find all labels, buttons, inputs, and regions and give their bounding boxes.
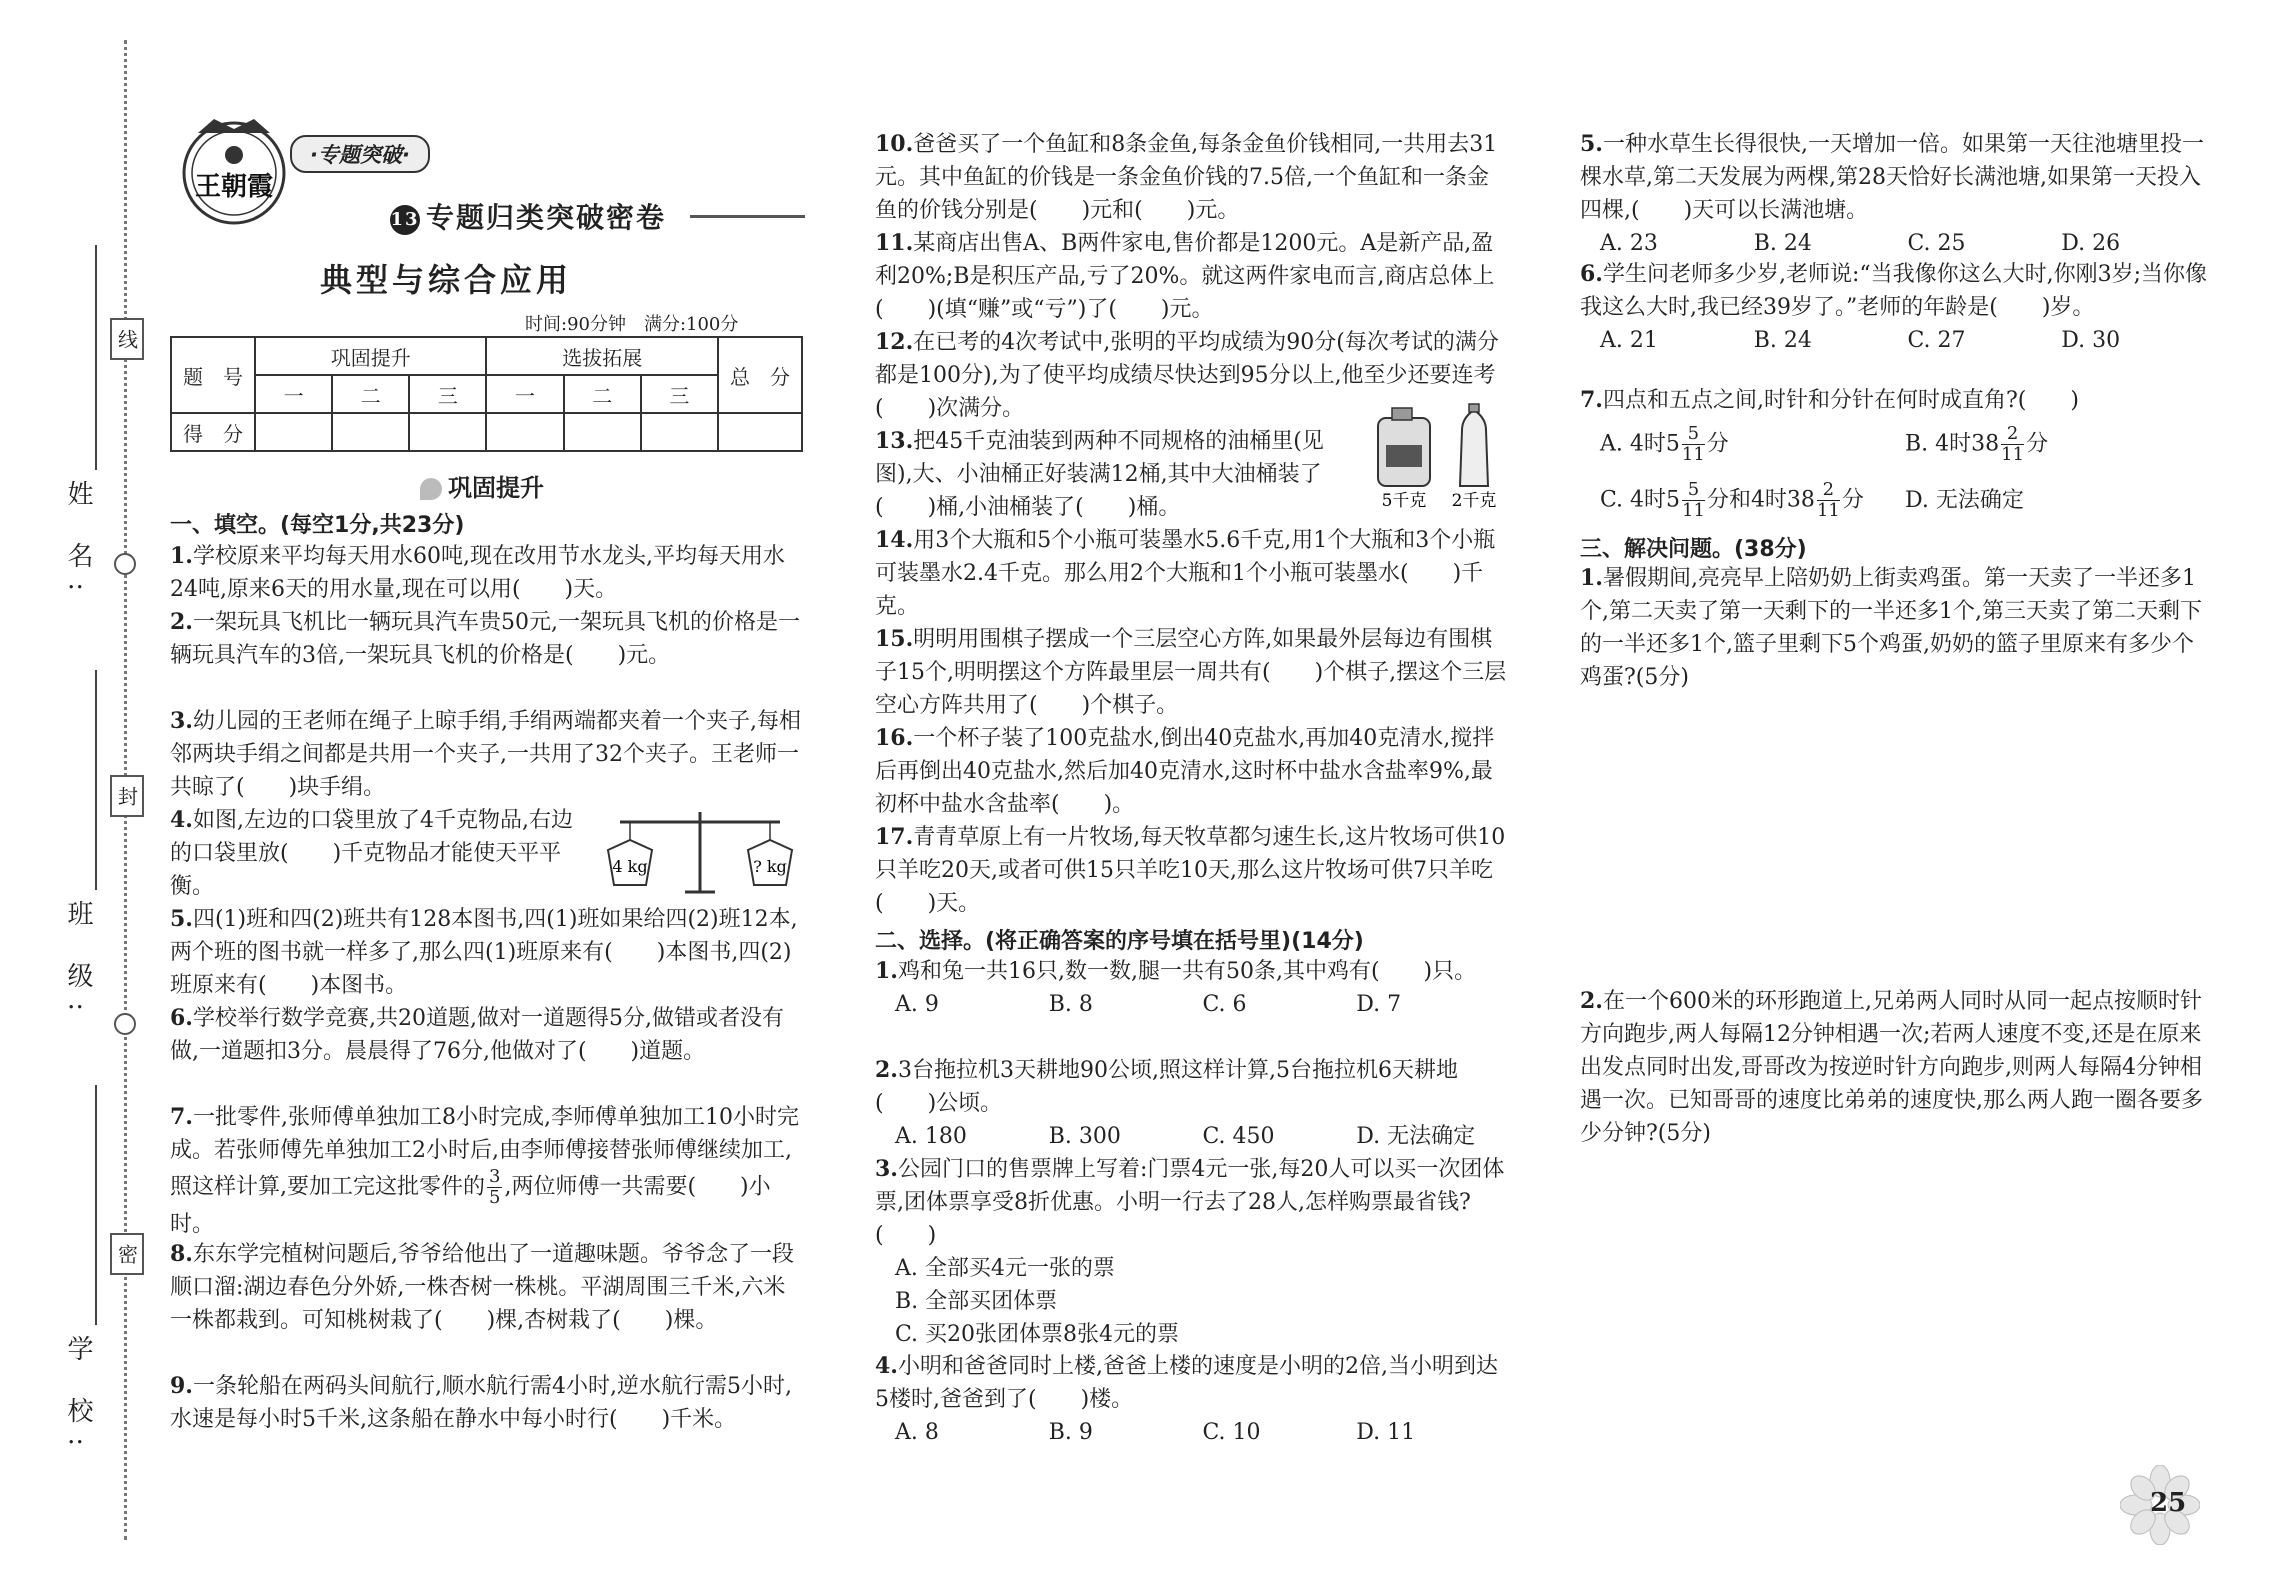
question-text: 爸爸买了一个鱼缸和8条金鱼,每条金鱼价钱相同,一共用去31元。其中鱼缸的价钱是一条金鱼价钱的7.5倍,一个鱼缸和一条金鱼的价钱分别是( )元和( )元。 <box>875 132 1498 223</box>
score-table <box>170 336 803 452</box>
option-c[interactable]: C. 25 <box>1907 231 1966 256</box>
question-number: 12. <box>875 329 914 355</box>
option-c[interactable]: C. 27 <box>1907 328 1966 353</box>
section-banner <box>420 468 544 503</box>
option-text: 分 <box>1841 487 1864 513</box>
section-fill: 一、填空。(每空1分,共23分) <box>170 513 465 538</box>
question-13 <box>875 425 1355 524</box>
question-number: 5. <box>1580 131 1603 157</box>
option-a[interactable]: A. 180 <box>895 1124 967 1149</box>
option-b[interactable]: B. 24 <box>1753 231 1812 256</box>
question-number: 8. <box>170 1241 193 1267</box>
fraction-numerator: 2 <box>1817 480 1840 501</box>
option-d[interactable]: D. 26 <box>2061 231 2121 256</box>
options <box>875 1120 1510 1153</box>
sub-header: 二 <box>564 375 641 413</box>
question-number: 11. <box>875 230 914 256</box>
question-text: 四点和五点之间,时针和分针在何时成直角?( ) <box>1602 388 2079 413</box>
question-text: 一架玩具飞机比一辆玩具汽车贵50元,一架玩具飞机的价格是一辆玩具汽车的3倍,一架玩具飞机的价格是( )元。 <box>170 610 800 668</box>
question-17 <box>875 821 1510 920</box>
question-number: 6. <box>1580 261 1603 287</box>
big-barrel-label: 5千克 <box>1381 491 1427 510</box>
section-choice: 二、选择。(将正确答案的序号填在括号里)(14分) <box>875 929 1364 954</box>
section-banner-text: 巩固提升 <box>448 474 544 502</box>
option-c[interactable]: C. 6 <box>1202 992 1247 1017</box>
option-c[interactable]: C. 10 <box>1202 1420 1261 1445</box>
question-4 <box>170 804 580 903</box>
question-text: 学生问老师多少岁,老师说:“当我像你这么大时,你刚3岁;当你像我这么大时,我已经39岁了。”老师的年龄是( )岁。 <box>1580 262 2208 320</box>
choice-5 <box>1580 128 2215 260</box>
fraction-denominator: 11 <box>1682 500 1705 521</box>
question-number: 15. <box>875 626 914 652</box>
problem-2 <box>1580 985 2215 1150</box>
question-2 <box>170 606 805 672</box>
sub-header: 三 <box>409 375 486 413</box>
score-cell[interactable] <box>718 413 802 451</box>
option-b[interactable]: B. 9 <box>1048 1420 1093 1445</box>
score-cell[interactable] <box>409 413 486 451</box>
title-rule <box>690 215 805 218</box>
question-text: 四(1)班和四(2)班共有128本图书,四(1)班如果给四(2)班12本,两个班的图书就一样多了,那么四(1)班原来有( )本图书,四(2)班原来有( )本图书。 <box>170 907 798 998</box>
question-text: 如图,左边的口袋里放了4千克物品,右边的口袋里放( )千克物品才能使天平平衡。 <box>170 808 573 899</box>
question-text: 暑假期间,亮亮早上陪奶奶上街卖鸡蛋。第一天卖了一半还多1个,第二天卖了第一天剩下的一半还多1个,第三天卖了第二天剩下的一半还多1个,篮子里剩下5个鸡蛋,奶奶的篮子里原来有多少个鸡蛋?(5分) <box>1580 566 2202 690</box>
question-number: 2. <box>875 1057 898 1083</box>
question-text: 一个杯子装了100克盐水,倒出40克盐水,再加40克清水,搅拌后再倒出40克盐水,然后加40克清水,这时杯中盐水含盐率9%,最初杯中盐水含盐率( )。 <box>875 726 1495 817</box>
question-number: 7. <box>170 1104 193 1130</box>
question-number: 10. <box>875 131 914 157</box>
fraction <box>1682 480 1705 521</box>
option-a[interactable]: A. 23 <box>1600 231 1658 256</box>
name-line <box>95 245 97 470</box>
option-a[interactable]: A. 全部买4元一张的票 <box>895 1256 1115 1281</box>
score-cell[interactable] <box>332 413 409 451</box>
fraction-numerator: 3 <box>489 1166 501 1187</box>
option-c[interactable]: C. 买20张团体票8张4元的票 <box>895 1322 1180 1347</box>
question-16 <box>875 722 1510 821</box>
choice-3 <box>875 1153 1510 1351</box>
option-text: A. 4时5 <box>1600 431 1680 457</box>
option-d[interactable]: D. 11 <box>1356 1420 1416 1445</box>
question-number: 5. <box>170 906 193 932</box>
question-number: 14. <box>875 527 914 553</box>
question-number: 2. <box>1580 988 1603 1014</box>
question-text: 明明用围棋子摆成一个三层空心方阵,如果最外层每边有围棋子15个,明明摆这个方阵最里层一周共有( )个棋子,摆这个三层空心方阵共用了( )个棋子。 <box>875 627 1507 718</box>
question-text: 幼儿园的王老师在绳子上晾手绢,手绢两端都夹着一个夹子,每相邻两块手绢之间都是共用一个夹子,一共用了32个夹子。王老师一共晾了( )块手绢。 <box>170 709 801 800</box>
question-3 <box>170 705 805 804</box>
option-d[interactable]: D. 无法确定 <box>1356 1124 1476 1149</box>
question-text: ,两位师傅一共需要( )小时。 <box>170 1174 771 1237</box>
question-6 <box>170 1002 805 1068</box>
question-text: 用3个大瓶和5个小瓶可装墨水5.6千克,用1个大瓶和3个小瓶可装墨水2.4千克。那么用2个大瓶和1个小瓶可装墨水( )千克。 <box>875 528 1496 619</box>
question-number: 1. <box>1580 565 1603 591</box>
question-number: 16. <box>875 725 914 751</box>
binding-ring <box>114 553 136 575</box>
question-number: 4. <box>875 1353 898 1379</box>
question-1 <box>170 540 805 606</box>
choice-6 <box>1580 258 2215 357</box>
options <box>1580 227 2215 260</box>
score-label: 得 分 <box>171 413 255 451</box>
title-text: 专题归类突破密卷 <box>426 201 667 234</box>
option-b[interactable]: B. 24 <box>1753 328 1812 353</box>
option-text: 分和4时38 <box>1706 487 1815 513</box>
score-cell[interactable] <box>641 413 718 451</box>
fraction-numerator: 5 <box>1682 480 1705 501</box>
option-a[interactable] <box>1600 424 1900 465</box>
options <box>875 988 1510 1021</box>
group-advanced: 选拔拓展 <box>486 337 718 375</box>
question-number: 1. <box>170 543 193 569</box>
tick-seal: 封 <box>110 775 144 817</box>
fraction-denominator: 11 <box>1681 444 1705 465</box>
section-solve: 三、解决问题。(38分) <box>1580 537 1807 562</box>
question-15 <box>875 623 1510 722</box>
binding-strip <box>0 0 150 1582</box>
options <box>1580 324 2215 357</box>
fraction <box>487 1167 502 1208</box>
option-text: B. 4时38 <box>1905 431 2000 457</box>
class-label: 班 级: <box>63 900 93 1026</box>
question-11 <box>875 227 1510 326</box>
options <box>875 1416 1510 1449</box>
option-d[interactable]: D. 30 <box>2061 328 2121 353</box>
school-line <box>95 1085 97 1325</box>
option-a[interactable]: A. 9 <box>895 992 939 1017</box>
question-number: 9. <box>170 1373 193 1399</box>
question-text: 公园门口的售票牌上写着:门票4元一张,每20人可以买一次团体票,团体票享受8折优惠。小明一行去了28人,怎样购票最省钱?( ) <box>875 1157 1505 1248</box>
question-text: 在已考的4次考试中,张明的平均成绩为90分(每次考试的满分都是100分),为了使平均成绩尽快达到95分以上,他至少还要连考( )次满分。 <box>875 330 1499 421</box>
question-number: 6. <box>170 1005 193 1031</box>
question-number: 17. <box>875 824 914 850</box>
question-text: 一条轮船在两码头间航行,顺水航行需4小时,逆水航行需5小时,水速是每小时5千米,这条船在静水中每小时行( )千米。 <box>170 1374 792 1432</box>
time-info: 时间:90分钟 满分:100分 <box>525 314 739 335</box>
question-text: 小明和爸爸同时上楼,爸爸上楼的速度是小明的2倍,当小明到达5楼时,爸爸到了( )楼。 <box>875 1354 1498 1412</box>
question-text: 把45千克油装到两种不同规格的油桶里(见图),大、小油桶正好装满12桶,其中大油桶装了( )桶,小油桶装了( )桶。 <box>875 429 1324 520</box>
question-7 <box>170 1101 805 1241</box>
choice-1 <box>875 955 1510 1021</box>
question-number: 4. <box>170 807 193 833</box>
problem-1 <box>1580 562 2215 694</box>
score-cell[interactable] <box>486 413 563 451</box>
question-number: 3. <box>170 708 193 734</box>
oil-barrels-figure <box>1370 400 1510 510</box>
fraction-denominator: 5 <box>489 1187 501 1208</box>
question-5 <box>170 903 805 1002</box>
sub-header: 二 <box>332 375 409 413</box>
question-number: 7. <box>1580 387 1603 413</box>
option-a[interactable]: A. 21 <box>1600 328 1658 353</box>
question-number: 2. <box>170 609 193 635</box>
option-a[interactable]: A. 8 <box>895 1420 939 1445</box>
question-text: 青青草原上有一片牧场,每天牧草都匀速生长,这片牧场可供10只羊吃20天,或者可供15只羊吃10天,那么这片牧场可供7只羊吃( )天。 <box>875 825 1506 916</box>
option-c[interactable]: C. 450 <box>1202 1124 1275 1149</box>
sub-header: 一 <box>486 375 563 413</box>
class-line <box>95 670 97 890</box>
brand-logo <box>178 115 290 227</box>
fraction-numerator: 2 <box>2001 424 2024 445</box>
topic-badge: ·专题突破· <box>290 135 430 173</box>
leaf-icon <box>420 478 442 500</box>
score-cell[interactable] <box>255 413 332 451</box>
question-number: 3. <box>875 1156 898 1182</box>
question-text: 3台拖拉机3天耕地90公顷,照这样计算,5台拖拉机6天耕地( )公顷。 <box>875 1058 1458 1116</box>
question-9 <box>170 1370 805 1436</box>
option-d[interactable]: D. 无法确定 <box>1905 488 2024 513</box>
binding-ring <box>114 1013 136 1035</box>
small-barrel-label: 2千克 <box>1451 491 1497 510</box>
choice-2 <box>875 1054 1510 1153</box>
option-b[interactable]: B. 8 <box>1048 992 1093 1017</box>
exam-title <box>390 196 666 236</box>
sub-header: 一 <box>255 375 332 413</box>
option-text: 分 <box>2026 431 2049 457</box>
school-label: 学 校: <box>63 1335 93 1461</box>
question-10 <box>875 128 1510 227</box>
name-label: 姓 名: <box>63 480 93 606</box>
question-8 <box>170 1238 805 1337</box>
fraction-denominator: 11 <box>1816 500 1840 521</box>
group-consolidate: 巩固提升 <box>255 337 486 375</box>
total-label: 总 分 <box>718 337 802 413</box>
tick-line: 线 <box>110 318 144 360</box>
balance-scale-figure <box>600 800 800 895</box>
option-text: 分 <box>1706 431 1729 457</box>
option-b[interactable] <box>1905 424 2205 465</box>
fraction <box>1817 480 1840 521</box>
question-text: 一种水草生长得很快,一天增加一倍。如果第一天往池塘里投一棵水草,第二天发展为两棵,第28天恰好长满池塘,如果第一天投入四棵,( )天可以长满池塘。 <box>1580 132 2204 223</box>
option-b[interactable]: B. 300 <box>1048 1124 1121 1149</box>
option-b[interactable]: B. 全部买团体票 <box>895 1289 1058 1314</box>
sub-header: 三 <box>641 375 718 413</box>
option-d[interactable]: D. 7 <box>1356 992 1402 1017</box>
title-number: 13 <box>390 205 420 235</box>
choice-7 <box>1580 384 2215 417</box>
right-bag-label: ? kg <box>753 857 787 876</box>
choice-4 <box>875 1350 1510 1449</box>
option-c[interactable] <box>1600 480 1915 521</box>
logo-text: 王朝霞 <box>194 172 274 202</box>
row-label: 题 号 <box>171 337 255 413</box>
option-text: C. 4时5 <box>1600 487 1681 513</box>
fraction-denominator: 11 <box>2001 444 2025 465</box>
question-text: 在一个600米的环形跑道上,兄弟两人同时从同一起点按顺时针方向跑步,两人每隔12分钟相遇一次;若两人速度不变,还是在原来出发点同时出发,哥哥改为按逆时针方向跑步,则两人每隔4分钟相遇一次。已知哥哥的速度比弟弟的速度快,那么两人跑一圈各要多少分钟?(5分) <box>1580 989 2203 1146</box>
question-text: 学校原来平均每天用水60吨,现在改用节水龙头,平均每天用水24吨,原来6天的用水量,现在可以用( )天。 <box>170 544 785 602</box>
left-bag-label: 4 kg <box>612 857 648 876</box>
page-number: 25 <box>2150 1488 2187 1518</box>
question-text: 一批零件,张师傅单独加工8小时完成,李师傅单独加工10小时完成。若张师傅先单独加工2小时后,由李师傅接替张师傅继续加工,照这样计算,要加工完这批零件的 <box>170 1105 799 1200</box>
fraction <box>2001 424 2024 465</box>
exam-subtitle: 典型与综合应用 <box>320 261 573 299</box>
question-text: 东东学完植树问题后,爷爷给他出了一道趣味题。爷爷念了一段顺口溜:湖边春色分外娇,一株杏树一株桃。平湖周围三千米,六米一株都栽到。可知桃树栽了( )棵,杏树栽了( )棵。 <box>170 1242 794 1333</box>
question-number: 1. <box>875 958 898 984</box>
question-text: 学校举行数学竞赛,共20道题,做对一道题得5分,做错或者没有做,一道题扣3分。晨晨得了76分,他做对了( )道题。 <box>170 1006 784 1064</box>
question-14 <box>875 524 1510 623</box>
fraction-numerator: 5 <box>1682 424 1705 445</box>
question-number: 13. <box>875 428 914 454</box>
question-text: 某商店出售A、B两件家电,售价都是1200元。A是新产品,盈利20%;B是积压产品,亏了20%。就这两件家电而言,商店总体上( )(填“赚”或“亏”)了( )元。 <box>875 231 1495 322</box>
fraction <box>1682 424 1705 465</box>
tick-secret: 密 <box>110 1233 144 1275</box>
question-text: 鸡和兔一共16只,数一数,腿一共有50条,其中鸡有( )只。 <box>897 959 1477 984</box>
score-cell[interactable] <box>564 413 641 451</box>
